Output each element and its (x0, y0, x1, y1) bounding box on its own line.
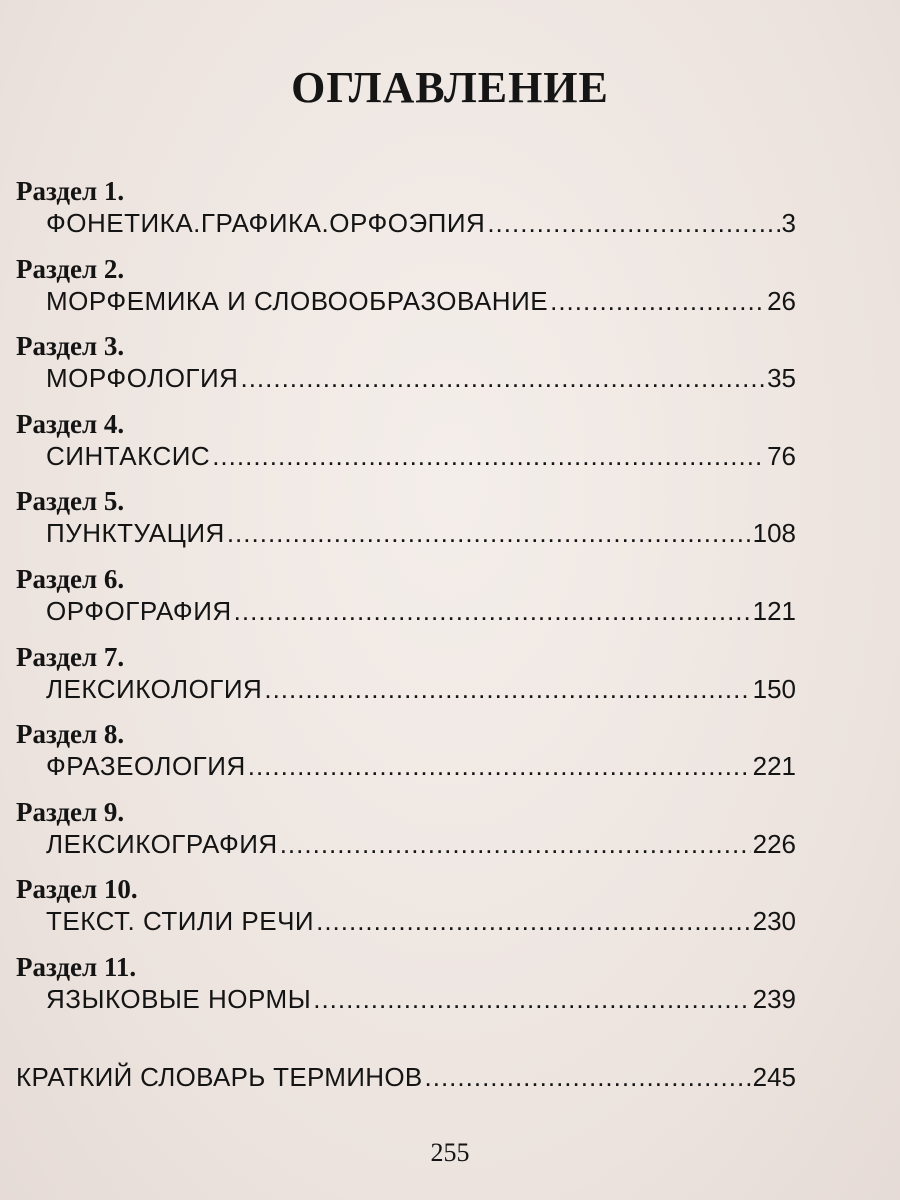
toc-section-10 (16, 874, 796, 952)
toc-section-3 (16, 331, 796, 409)
dot-leader (264, 672, 750, 706)
entry-title: ОРФОГРАФИЯ (46, 595, 232, 626)
entry-title: ТЕКСТ. СТИЛИ РЕЧИ (46, 906, 315, 937)
dot-leader (316, 904, 751, 938)
toc-entry (46, 516, 796, 550)
toc-entry (46, 439, 796, 473)
section-label: Раздел 8. (16, 719, 125, 750)
entry-page: 245 (752, 1062, 796, 1092)
section-label: Раздел 6. (16, 563, 125, 594)
toc-entry (46, 361, 796, 395)
dot-leader (212, 439, 765, 473)
entry-page: 239 (752, 983, 796, 1014)
dot-leader (227, 516, 751, 550)
toc-section-5 (16, 486, 796, 564)
entry-page: 121 (752, 595, 796, 626)
dot-leader (487, 206, 779, 240)
section-label: Раздел 11. (16, 951, 137, 982)
section-label: Раздел 2. (16, 253, 125, 284)
toc-entry (46, 284, 796, 318)
page-title: ОГЛАВЛЕНИЕ (291, 63, 609, 112)
toc-section-11 (16, 952, 796, 1030)
entry-page: 76 (767, 440, 796, 471)
page-number: 255 (430, 1138, 470, 1167)
section-label: Раздел 7. (16, 641, 125, 672)
entry-page: 230 (752, 906, 796, 937)
entry-page: 226 (752, 828, 796, 859)
dot-leader (313, 982, 750, 1016)
dot-leader (425, 1060, 751, 1094)
toc-section-6 (16, 564, 796, 642)
toc-section-8 (16, 719, 796, 797)
toc-section-4 (16, 409, 796, 487)
entry-page: 150 (752, 673, 796, 704)
dot-leader (248, 749, 751, 783)
entry-title: ФРАЗЕОЛОГИЯ (46, 751, 246, 782)
section-label: Раздел 4. (16, 408, 125, 439)
toc-section-9 (16, 797, 796, 875)
section-label: Раздел 10. (16, 874, 138, 905)
toc-entry (46, 206, 796, 240)
entry-title: МОРФОЛОГИЯ (46, 363, 239, 394)
toc-section-1 (16, 176, 796, 254)
entry-title: МОРФЕМИКА И СЛОВООБРАЗОВАНИЕ (46, 285, 549, 316)
entry-title: ФОНЕТИКА.ГРАФИКА.ОРФОЭПИЯ (46, 208, 486, 238)
toc-dictionary-entry (16, 1060, 796, 1094)
toc-entry (46, 672, 796, 706)
entry-page: 108 (752, 518, 796, 549)
entry-title: ЛЕКСИКОГРАФИЯ (46, 828, 278, 859)
section-label: Раздел 5. (16, 486, 125, 517)
toc-section-7 (16, 642, 796, 720)
dot-leader (550, 284, 765, 318)
entry-title: ЛЕКСИКОЛОГИЯ (46, 673, 263, 704)
entry-title: КРАТКИЙ СЛОВАРЬ ТЕРМИНОВ (16, 1062, 423, 1092)
section-label: Раздел 9. (16, 796, 125, 827)
section-label: Раздел 1. (16, 176, 125, 206)
toc-entry (46, 982, 796, 1016)
toc-entry (46, 827, 796, 861)
entry-page: 221 (752, 751, 796, 782)
entry-title: ЯЗЫКОВЫЕ НОРМЫ (46, 983, 312, 1014)
entry-page: 3 (781, 208, 796, 238)
entry-title: СИНТАКСИС (46, 440, 211, 471)
toc-entry (46, 904, 796, 938)
section-label: Раздел 3. (16, 331, 125, 362)
dot-leader (240, 361, 765, 395)
toc-section-2 (16, 254, 796, 332)
toc-entry (46, 594, 796, 628)
toc-entry (46, 749, 796, 783)
table-of-contents (16, 176, 796, 1030)
entry-title: ПУНКТУАЦИЯ (46, 518, 225, 549)
entry-page: 35 (767, 363, 796, 394)
dot-leader (234, 594, 751, 628)
entry-page: 26 (767, 285, 796, 316)
dot-leader (280, 827, 751, 861)
